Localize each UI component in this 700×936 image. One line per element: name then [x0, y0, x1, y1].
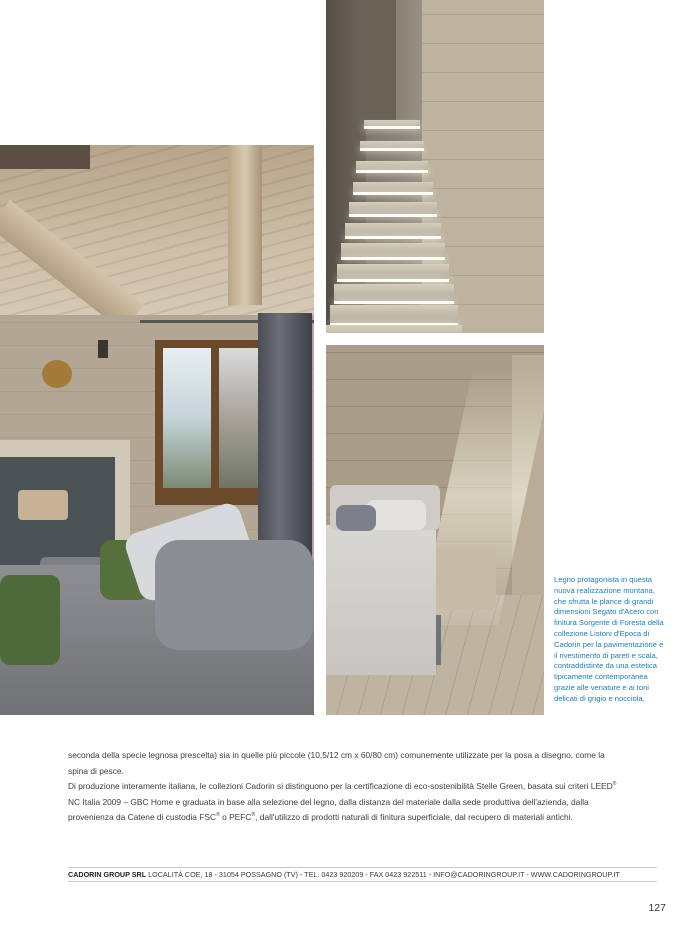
paragraph: seconda della specie legnosa prescelta) sia in quelle più piccole (10,5/12 cm x 60/80 cm) comunemente utilizzate per la posa a disegno, come la spina di pesce. — [68, 750, 605, 776]
stair-step — [345, 223, 441, 236]
company-name: CADORIN GROUP SRL — [68, 870, 147, 879]
page-number: 127 — [648, 902, 666, 914]
stair-step — [349, 202, 437, 214]
bedroom-photo — [326, 345, 544, 715]
staircase-photo — [326, 0, 544, 333]
stair-step — [326, 325, 462, 333]
stair-step — [341, 243, 445, 257]
stair-led-light — [360, 148, 424, 151]
article-body — [68, 748, 624, 826]
stair-step — [353, 182, 433, 192]
company-contact-line — [68, 869, 668, 880]
pouf — [155, 540, 313, 650]
footer-divider — [68, 867, 657, 868]
footer-divider — [68, 881, 657, 882]
stair-step — [337, 264, 449, 280]
stair-led-light — [364, 126, 420, 129]
bed — [326, 525, 436, 675]
stair-step — [330, 305, 458, 324]
photo-caption: Legno protagonista in questa nuova realizzazione montana, che sfrutta le plance di grandi dimensioni Segato d'Acero con finitura Sorgente di Foresta della collezione Listoni d'Epoca di Cadorin per la pavimentazione e il rivestimento di pareti e scala, contraddistinte da una estetica tipicamente contemporanea grazie alle venature e ai toni delicati di grigio e nocciola. — [554, 575, 664, 703]
stair-led-light — [353, 192, 433, 195]
stair-led-light — [356, 170, 428, 173]
stair-led-light — [345, 236, 441, 239]
stair-step — [334, 284, 454, 301]
nightstand — [434, 550, 496, 610]
stair-led-light — [341, 257, 445, 260]
stair-led-light — [349, 214, 437, 217]
stair-step — [360, 141, 424, 148]
stair-led-light — [337, 279, 449, 282]
paragraph: Di produzione interamente italiana, le collezioni Cadorin si distinguono per la certificazione di eco-sostenibilità Stelle Green, basata sui criteri LEED® NC Italia 2009 – GBC Home e graduata in base alla selezione del legno, dalla distanza del materiale dalla sede produttiva dell'azienda, dalla provenienza da Catene di custodia FSC® o PEFC®, dall'utilizzo di prodotti naturali di finitura superficiale, dal recupero di materiali antichi. — [68, 781, 617, 823]
living-room-photo — [0, 145, 314, 715]
stair-step — [356, 161, 428, 170]
company-details: LOCALITÀ COE, 18 - 31054 POSSAGNO (TV) - TEL. 0423 920209 - FAX 0423 922511 - INFO@CADORINGROUP.IT - WWW.CADORINGROUP.IT — [146, 870, 620, 879]
